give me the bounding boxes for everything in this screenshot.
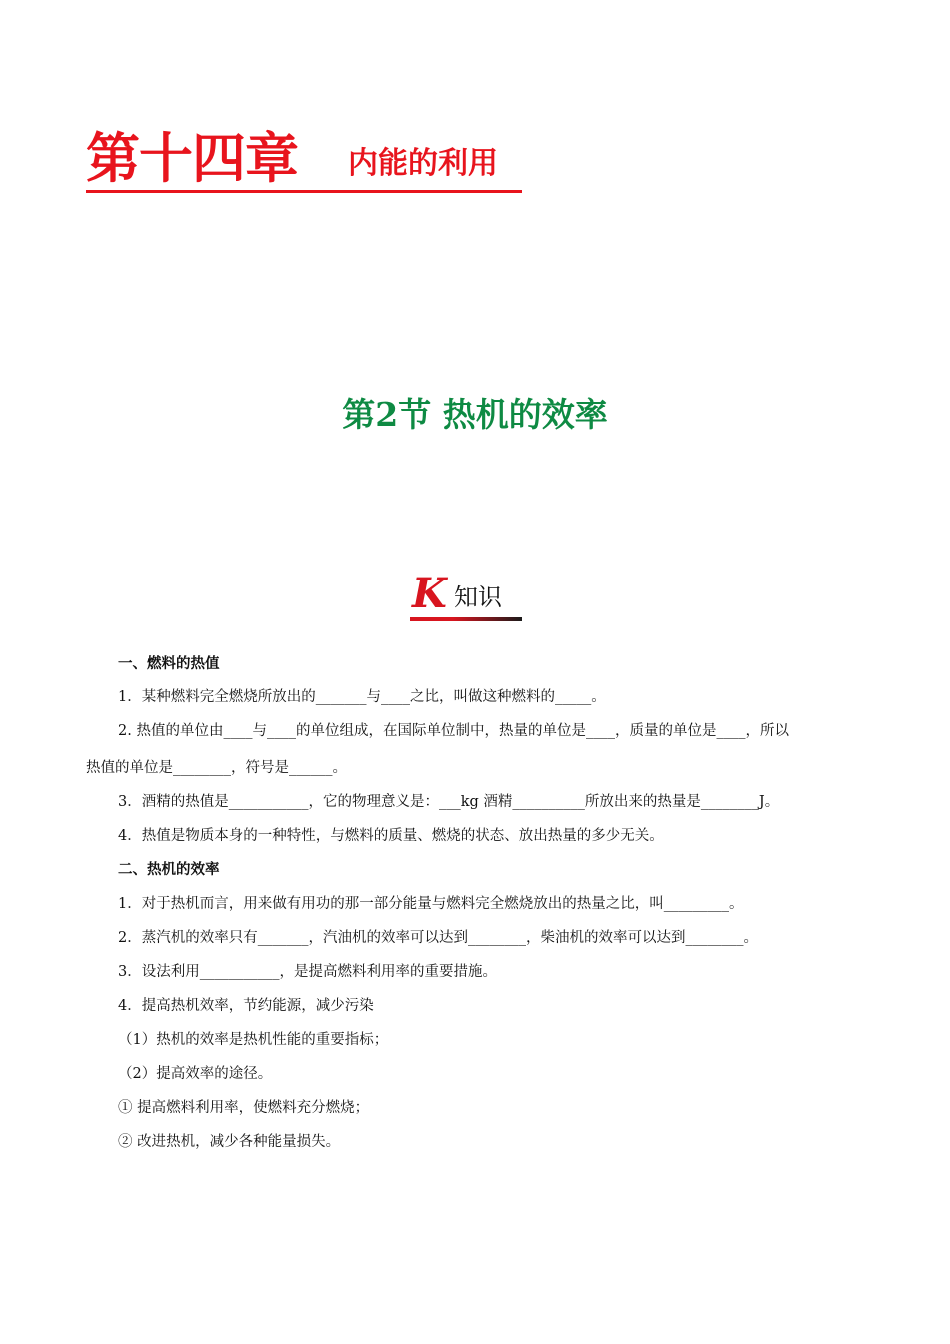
part2-item3: 3．设法利用___________，是提高燃料利用率的重要措施。	[118, 964, 497, 980]
part2-circ1: ① 提高燃料利用率，使燃料充分燃烧；	[118, 1100, 370, 1116]
part1-item2-line2: 热值的单位是________，符号是______。	[86, 760, 347, 776]
part1-heading: 一、燃料的热值	[118, 656, 220, 672]
part2-heading: 二、热机的效率	[118, 862, 220, 878]
badge-letter: K	[412, 570, 447, 617]
chapter-title	[86, 126, 522, 193]
chapter-topic: 内能的利用	[348, 146, 498, 181]
part2-circ2: ② 改进热机，减少各种能量损失。	[118, 1134, 341, 1150]
part2-item4: 4．提高热机效率，节约能源，减少污染	[118, 998, 374, 1014]
chapter-number: 第十四章	[86, 126, 298, 190]
section-title: 第2节 热机的效率	[342, 395, 608, 434]
part1-item3: 3．酒精的热值是___________，它的物理意义是：___kg 酒精__________所放出来的热量是________J。	[118, 794, 780, 810]
part2-sub2: （2）提高效率的途径。	[118, 1066, 273, 1082]
part1-item2-line1: 2. 热值的单位由____与____的单位组成，在国际单位制中，热量的单位是____，质量的单位是____，所以	[118, 723, 789, 739]
part2-item2: 2．蒸汽机的效率只有_______，汽油机的效率可以达到________，柴油机的效率可以达到________。	[118, 930, 758, 946]
part2-item1: 1．对于热机而言，用来做有用功的那一部分能量与燃料完全燃烧放出的热量之比，叫_________。	[118, 896, 744, 912]
part1-item1: 1．某种燃料完全燃烧所放出的_______与____之比，叫做这种燃料的_____。	[118, 689, 606, 705]
part1-item4: 4．热值是物质本身的一种特性，与燃料的质量、燃烧的状态、放出热量的多少无关。	[118, 828, 664, 844]
badge-underline	[410, 617, 522, 621]
badge-label: 知识	[454, 583, 502, 611]
knowledge-badge	[408, 570, 524, 626]
part2-sub1: （1）热机的效率是热机性能的重要指标；	[118, 1032, 389, 1048]
